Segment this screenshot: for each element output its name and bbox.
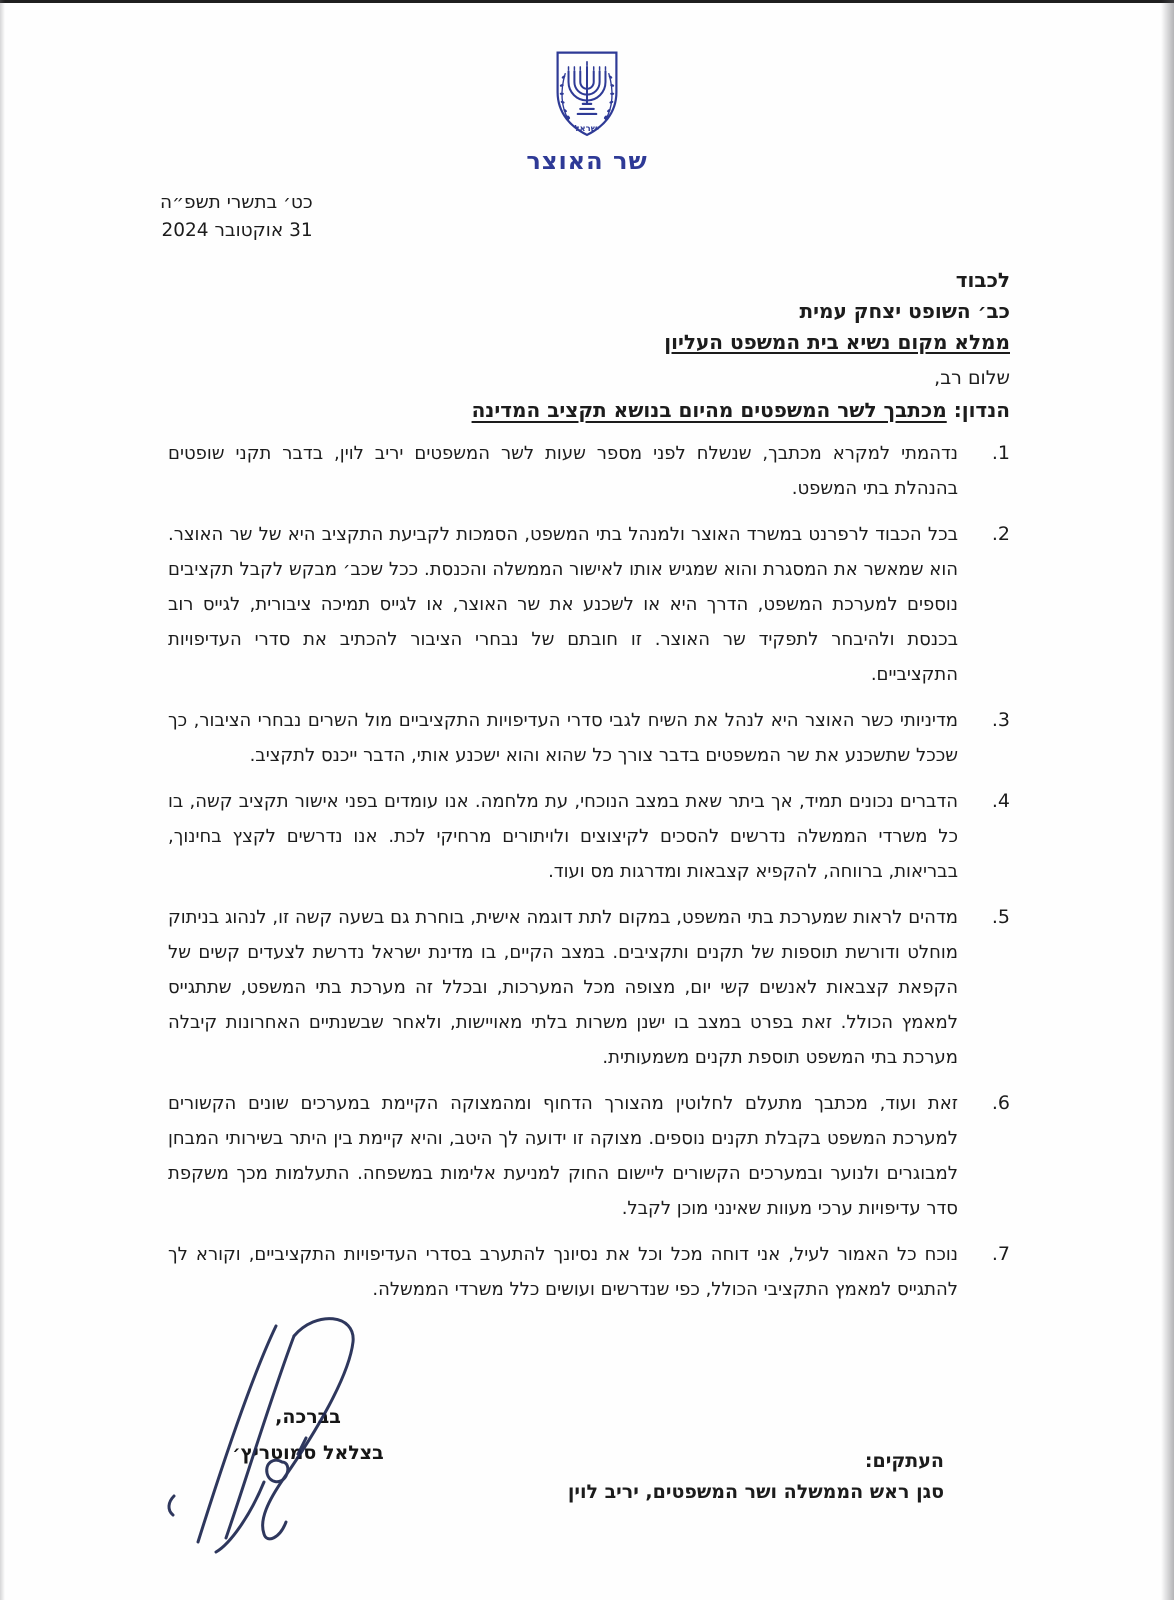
ministry-title: שר האוצר xyxy=(526,147,648,175)
paragraph-number: 6. xyxy=(991,1092,1010,1114)
body-paragraph xyxy=(168,436,1010,506)
greeting: שלום רב, xyxy=(934,367,1010,389)
paragraph-number: 7. xyxy=(991,1243,1010,1265)
paragraph-text: נדהמתי למקרא מכתבך, שנשלח לפני מספר שעות לשר המשפטים יריב לוין, בדבר תקני שופטים בהנהלת בתי המשפט. xyxy=(168,443,958,499)
recipient-name: כב׳ השופט יצחק עמית xyxy=(799,299,1010,323)
scan-edge-left xyxy=(0,0,5,1600)
date-block xyxy=(160,189,313,245)
body-paragraph xyxy=(168,784,1010,889)
signer-name: בצלאל סמוטריץ׳ xyxy=(232,1442,384,1464)
date-hebrew: כט׳ בתשרי תשפ״ה xyxy=(160,192,313,213)
date-gregorian: 31 אוקטובר 2024 xyxy=(161,220,313,241)
paragraph-number: 2. xyxy=(991,523,1010,545)
recipient-block xyxy=(168,265,1010,358)
copies-label: העתקים: xyxy=(864,1450,944,1472)
valediction: בברכה, xyxy=(275,1406,341,1428)
scan-edge-top xyxy=(0,0,1174,3)
body-paragraph xyxy=(168,703,1010,773)
paragraph-text: מדהים לראות שמערכת בתי המשפט, במקום לתת דוגמה אישית, בוחרת גם בשעה קשה זו, לנהוג בניתוק מוחלט ודורשת תוספות של תקנים ותקציבים. במצב הקיים, בו מדינת ישראל נדרשת לצעדים קשים של הקפאת קצבאות לאנשים קשי יום, מצופה מכל המערכות, ובכלל זה מערכת בתי המשפט, שתתגייס למאמץ הכולל. זאת בפרט במצב בו ישנן משרות בלתי מאויישות, ולאחר שבשנתיים האחרונות קיבלה מערכת בתי המשפט תוספת תקנים משמעותית. xyxy=(168,907,958,1068)
paragraph-number: 1. xyxy=(991,442,1010,464)
paragraph-text: בכל הכבוד לרפרנט במשרד האוצר ולמנהל בתי המשפט, הסמכות לקביעת התקציב היא של שר האוצר. הוא שמאשר את המסגרת והוא שמגיש אותו לאישור הממשלה והכנסת. ככל שכב׳ מבקש לקבל תקציבים נוספים למערכת המשפט, הדרך היא או לשכנע את שר האוצר, או לגייס תמיכה ציבורית, לגייס רוב בכנסת ולהיבחר לתפקיד שר האוצר. זו חובתם של נבחרי הציבור להכתיב את סדרי העדיפויות התקציביים. xyxy=(168,524,958,685)
israel-state-emblem-icon xyxy=(545,48,629,152)
handwritten-signature xyxy=(160,1310,410,1560)
paragraph-number: 3. xyxy=(991,709,1010,731)
subject-text: מכתבך לשר המשפטים מהיום בנושא תקציב המדינה xyxy=(471,398,947,422)
body-list xyxy=(168,436,1010,1307)
copies-recipient: סגן ראש הממשלה ושר המשפטים, יריב לוין xyxy=(567,1481,944,1503)
body-paragraph xyxy=(168,900,1010,1075)
recipient-title: ממלא מקום נשיא בית המשפט העליון xyxy=(664,330,1010,354)
paragraph-text: מדיניותי כשר האוצר היא לנהל את השיח לגבי סדרי העדיפויות התקציביים מול השרים נבחרי הציבור, כך שככל שתשכנע את שר המשפטים בדבר צורך כל שהוא והוא ישכנע אותי, הדבר ייכנס לתקציב. xyxy=(168,710,958,766)
recipient-salutation: לכבוד xyxy=(955,268,1010,292)
paragraph-number: 5. xyxy=(991,906,1010,928)
scan-edge-right xyxy=(1161,0,1174,1600)
closing-block xyxy=(168,1318,1010,1568)
copies-block xyxy=(568,1446,944,1508)
body-paragraph xyxy=(168,1237,1010,1307)
letter-content xyxy=(168,265,1010,1568)
paragraph-text: זאת ועוד, מכתבך מתעלם לחלוטין מהצורך הדחוף ומהמצוקה הקיימת במערכים שונים הקשורים למערכת המשפט בקבלת תקנים נוספים. מצוקה זו ידועה לך היטב, והיא קיימת בין היתר בשירותי המבחן למבוגרים ולנוער ובמערכים הקשורים ליישום החוק למניעת אלימות במשפחה. התעלמות מכך משקפת סדר עדיפויות ערכי מעוות שאינני מוכן לקבל. xyxy=(168,1093,958,1219)
body-paragraph xyxy=(168,1086,1010,1226)
subject-label: הנדון: xyxy=(953,398,1010,422)
emblem-label: ישראל xyxy=(574,122,600,133)
paragraph-text: נוכח כל האמור לעיל, אני דוחה מכל וכל את נסיונך להתערב בסדרי העדיפויות התקציביים, וקורא לך להתגייס למאמץ התקציבי הכולל, כפי שנדרשים ועושים כלל משרדי הממשלה. xyxy=(168,1244,958,1300)
paragraph-text: הדברים נכונים תמיד, אך ביתר שאת במצב הנוכחי, עת מלחמה. אנו עומדים בפני אישור תקציב קשה, בו כל משרדי הממשלה נדרשים להסכים לקיצוצים ולויתורים מרחיקי לכת. אנו נדרשים לקצץ בחינוך, בבריאות, ברווחה, להקפיא קצבאות ומדרגות מס ועוד. xyxy=(168,791,958,882)
subject-line xyxy=(168,398,1010,422)
paragraph-number: 4. xyxy=(991,790,1010,812)
body-paragraph xyxy=(168,517,1010,692)
